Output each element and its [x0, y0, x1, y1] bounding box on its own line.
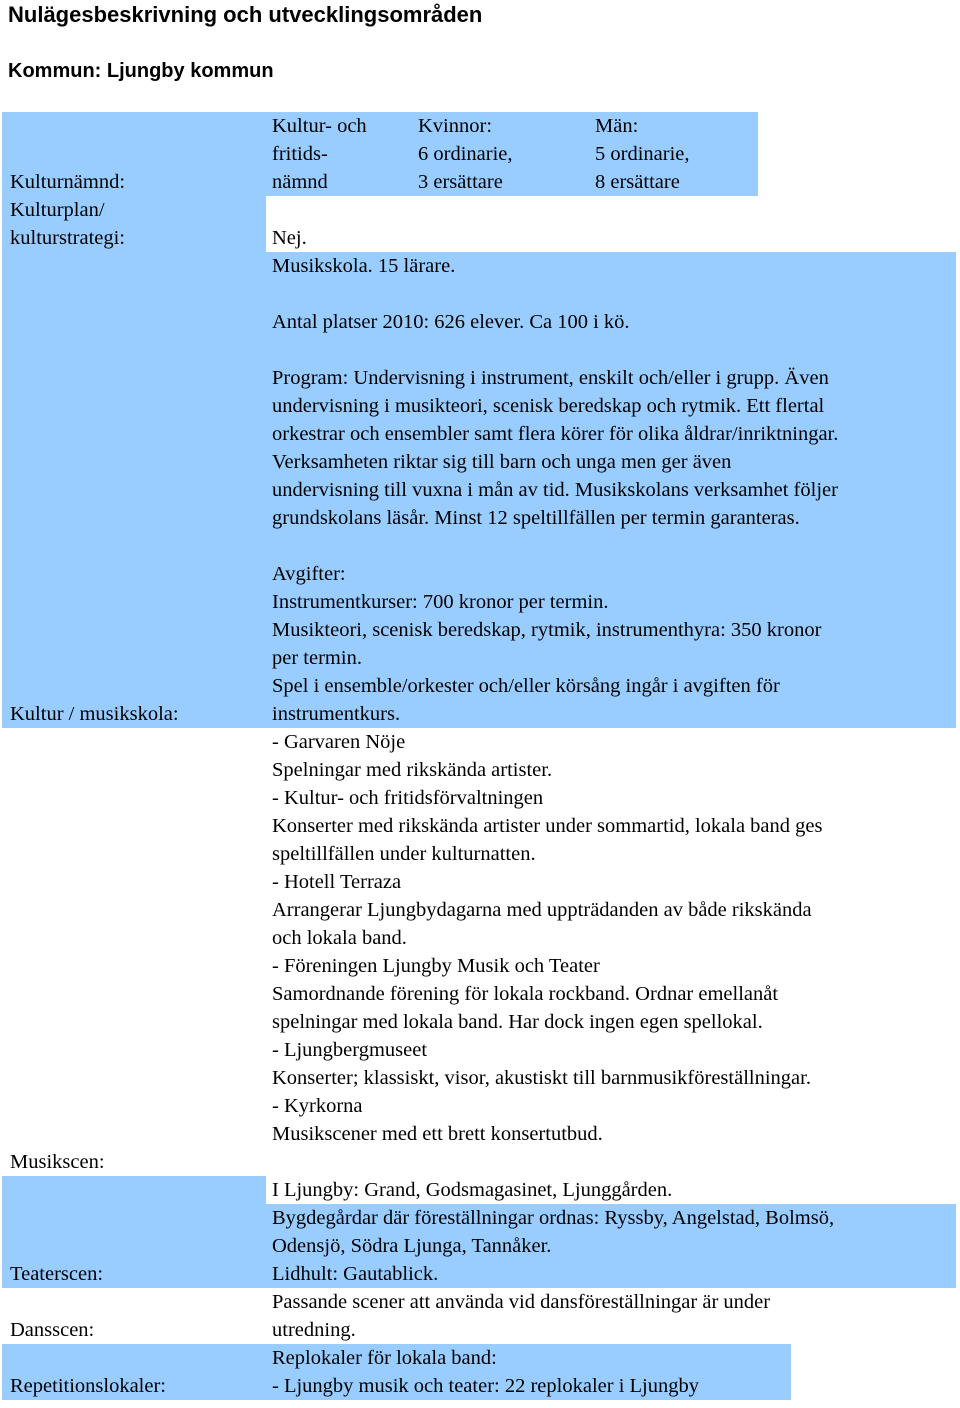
text-line: undervisning i musikteori, scenisk beredskap och rytmik. Ett flertal — [272, 395, 825, 417]
musikscen-text — [272, 728, 823, 1148]
committee-women — [418, 112, 513, 196]
text-line — [272, 532, 838, 560]
label-kulturplan-line1: Kulturplan/ — [10, 199, 105, 221]
text-line: Spelningar med rikskända artister. — [272, 759, 553, 781]
teaterscen-text — [272, 1176, 834, 1288]
committee-men-line: Män: — [595, 115, 639, 137]
label-teaterscen: Teaterscen: — [10, 1263, 104, 1285]
text-line: och lokala band. — [272, 927, 407, 949]
text-line: - Hotell Terraza — [272, 871, 402, 893]
document-title: Nulägesbeskrivning och utvecklingsområden — [8, 2, 483, 27]
text-line: Lidhult: Gautablick. — [272, 1263, 439, 1285]
text-line: Samordnande förening för lokala rockband. Ordnar emellanåt — [272, 983, 779, 1005]
label-kulturnamnd: Kulturnämnd: — [10, 171, 126, 193]
text-line: orkestrar och ensembler samt flera körer för olika åldrar/inriktningar. — [272, 423, 839, 445]
text-line: utredning. — [272, 1319, 356, 1341]
committee-name-line: Kultur- och — [272, 115, 367, 137]
text-line: Konserter med rikskända artister under sommartid, lokala band ges — [272, 815, 823, 837]
committee-name-line: fritids- — [272, 143, 328, 165]
text-line: Passande scener att använda vid dansföreställningar är under — [272, 1291, 771, 1313]
text-line: Musikteori, scenisk beredskap, rytmik, instrumenthyra: 350 kronor — [272, 619, 822, 641]
repetition-text — [272, 1344, 699, 1400]
text-line: per termin. — [272, 647, 362, 669]
text-line: Instrumentkurser: 700 kronor per termin. — [272, 591, 609, 613]
committee-name — [272, 112, 367, 196]
text-line: Spel i ensemble/orkester och/eller körsång ingår i avgiften för — [272, 675, 780, 697]
dansscen-text — [272, 1288, 770, 1344]
text-line: - Föreningen Ljungby Musik och Teater — [272, 955, 600, 977]
text-line: Avgifter: — [272, 563, 346, 585]
text-line: spelningar med lokala band. Har dock ingen egen spellokal. — [272, 1011, 763, 1033]
kulturplan-value: Nej. — [272, 227, 307, 249]
label-kultur-musikskola: Kultur / musikskola: — [10, 703, 179, 725]
committee-men-line: 8 ersättare — [595, 171, 680, 193]
text-line: Antal platser 2010: 626 elever. Ca 100 i kö. — [272, 311, 630, 333]
text-line: Program: Undervisning i instrument, enskilt och/eller i grupp. Även — [272, 367, 829, 389]
text-line: Konserter; klassiskt, visor, akustiskt till barnmusikföreställningar. — [272, 1067, 811, 1089]
text-line: Musikscener med ett brett konsertutbud. — [272, 1123, 603, 1145]
municipality-heading: Kommun: Ljungby kommun — [8, 60, 274, 82]
text-line: Musikskola. 15 lärare. — [272, 255, 456, 277]
text-line — [272, 336, 838, 364]
text-line: I Ljungby: Grand, Godsmagasinet, Ljunggården. — [272, 1179, 673, 1201]
text-line: - Ljungbergmuseet — [272, 1039, 428, 1061]
text-line: Replokaler för lokala band: — [272, 1347, 497, 1369]
committee-men — [595, 112, 690, 196]
text-line — [272, 280, 838, 308]
label-musikscen: Musikscen: — [10, 1151, 105, 1173]
text-line: grundskolans läsår. Minst 12 speltillfällen per termin garanteras. — [272, 507, 800, 529]
committee-women-line: 6 ordinarie, — [418, 143, 513, 165]
text-line: Verksamheten riktar sig till barn och unga men ger även — [272, 451, 732, 473]
text-line: instrumentkurs. — [272, 703, 401, 725]
label-kulturplan-line2: kulturstrategi: — [10, 227, 126, 249]
text-line: - Kultur- och fritidsförvaltningen — [272, 787, 544, 809]
text-line: Odensjö, Södra Ljunga, Tannåker. — [272, 1235, 552, 1257]
highlight-label-column — [2, 196, 266, 728]
text-line: - Kyrkorna — [272, 1095, 363, 1117]
text-line: - Garvaren Nöje — [272, 731, 406, 753]
label-dansscen: Dansscen: — [10, 1319, 95, 1341]
text-line: undervisning till vuxna i mån av tid. Musikskolans verksamhet följer — [272, 479, 838, 501]
committee-name-line: nämnd — [272, 171, 328, 193]
committee-women-line: Kvinnor: — [418, 115, 493, 137]
committee-women-line: 3 ersättare — [418, 171, 503, 193]
musikskola-text — [272, 252, 838, 728]
text-line: Bygdegårdar där föreställningar ordnas: Ryssby, Angelstad, Bolmsö, — [272, 1207, 835, 1229]
text-line: speltillfällen under kulturnatten. — [272, 843, 536, 865]
text-line: Arrangerar Ljungbydagarna med uppträdanden av både rikskända — [272, 899, 812, 921]
committee-men-line: 5 ordinarie, — [595, 143, 690, 165]
text-line: - Ljungby musik och teater: 22 replokaler i Ljungby — [272, 1375, 699, 1397]
label-repetitionslokaler: Repetitionslokaler: — [10, 1375, 166, 1397]
